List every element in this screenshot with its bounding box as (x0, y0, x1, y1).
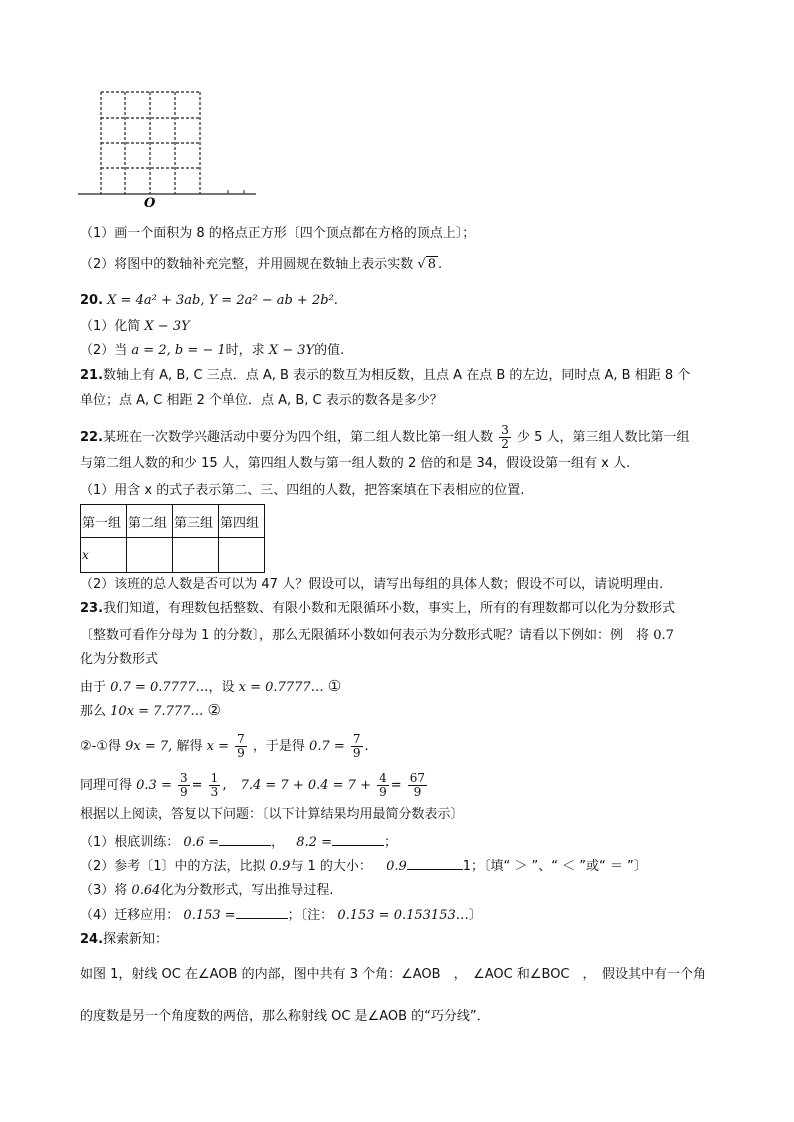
q23-step4: 同理可得 0.3 = $\frac{3}{9}$ = $\frac{1}{3}$ , 7.4 = 7 + 0.4 = 7 + $\frac{4}{9}$ = $\frac{67}{9}$ (80, 771, 426, 799)
q22-line2: 与第二组人数的和少 15 人，第四组人数与第一组人数的 2 倍的和是 34，假设设第一组有 x 人. (80, 456, 631, 471)
q23-part2: （2）参考〔1〕中的方法，比拟 0.9与 1 的大小： 0.9 1；〔填“ ＞ ”、“ ＜ ”或“ ＝ ”〕 (80, 859, 647, 874)
group-count-table (80, 504, 265, 573)
table-header-cell: 第四组 (219, 505, 265, 538)
q21-line1: 21.数轴上有 A, B, C 三点．点 A, B 表示的数互为相反数，且点 A 在点 B 的左边，同时点 A, B 相距 8 个 (80, 368, 691, 383)
table-header-row (81, 505, 265, 538)
q19-part1: （1）画一个面积为 8 的格点正方形〔四个顶点都在方格的顶点上〕； (80, 226, 476, 241)
q20-part2: （2）当 a = 2, b = − 1时，求 X − 3Y的值. (80, 343, 345, 358)
q23-line2: 〔整数可看作分母为 1 的分数〕，那么无限循环小数如何表示为分数形式呢？请看以下例如：例 将 0.7 (80, 628, 674, 643)
q22-part1: （1）用含 x 的式子表示第二、三、四组的人数，把答案填在下表相应的位置. (80, 483, 525, 498)
answer-blank[interactable] (332, 833, 384, 846)
fraction: $\frac{7}{9}$ (237, 732, 245, 760)
fraction: $\frac{4}{9}$ (379, 771, 387, 799)
fraction: $\frac{7}{9}$ (352, 732, 361, 760)
table-header-cell: 第一组 (81, 505, 127, 538)
q22-line1: 22.某班在一次数学兴趣活动中要分为四个组，第二组人数比第一组人数 $\frac{3}{2}$ 少 5 人，第三组人数比第一组 (80, 423, 690, 451)
q23-step3: ②-①得 9x = 7, 解得 x = $\frac{7}{9}$ ，于是得 0.7 = $\frac{7}{9}$ . (80, 732, 369, 760)
table-header-cell: 第三组 (173, 505, 219, 538)
fraction: $\frac{1}{3}$ (210, 771, 219, 799)
q22-part2: （2）该班的总人数是否可以为 47 人？假设可以，请写出每组的具体人数；假设不可以，请说明理由. (80, 577, 664, 592)
q23-part1: （1）根底训练： 0.6 = ， 8.2 = ； (80, 835, 397, 850)
q23-step1: 由于 0.7 = 0.7777…，设 x = 0.7777… ① (80, 677, 342, 695)
fraction: $\frac{3}{9}$ (180, 771, 188, 799)
q21-line2: 单位；点 A, C 相距 2 个单位．点 A, B, C 表示的数各是多少？ (80, 393, 443, 408)
q23-part4: （4）迁移应用： 0.153 = ；〔注： 0.153 = 0.153153…〕 (80, 908, 482, 923)
table-header-cell: 第二组 (127, 505, 173, 538)
q24-title: 24.探索新知： (80, 932, 169, 947)
q23-intro: 根据以上阅读，答复以下问题：〔以下计算结果均用最简分数表示〕 (80, 807, 464, 822)
answer-blank[interactable] (236, 906, 288, 919)
sqrt-symbol: √ 8 (417, 257, 436, 272)
q23-part3: （3）将 0.64化为分数形式，写出推导过程. (80, 883, 334, 898)
q24-line2: 的度数是另一个角度数的两倍，那么称射线 OC 是∠AOB 的“巧分线”． (80, 1009, 490, 1024)
table-cell (219, 538, 265, 573)
q23-step2: 那么 10x = 7.777… ② (80, 701, 221, 719)
answer-blank[interactable] (219, 833, 271, 846)
answer-blank[interactable] (407, 857, 463, 870)
q24-line1: 如图 1，射线 OC 在∠AOB 的内部，图中共有 3 个角：∠AOB ， ∠AOC 和∠BOC ， 假设其中有一个角 (80, 967, 706, 982)
table-cell (173, 538, 219, 573)
q19-part2: （2）将图中的数轴补充完整，并用圆规在数轴上表示实数 √ 8 . (80, 257, 443, 272)
fraction: $\frac{67}{9}$ (409, 771, 426, 799)
dashed-grid (101, 92, 200, 194)
q20-part1: （1）化简 X − 3Y (80, 319, 190, 334)
q23-line1: 23.我们知道，有理数包括整数、有限小数和无限循环小数，事实上，所有的有理数都可以化为分数形式 (80, 601, 676, 616)
table-cell: x (81, 538, 127, 573)
fraction-three-halves: $\frac{3}{2}$ (501, 423, 509, 451)
table-cell (127, 538, 173, 573)
origin-label: O (144, 196, 156, 211)
q20-statement: 20. X = 4a² + 3ab, Y = 2a² − ab + 2b². (80, 293, 338, 308)
q23-line3: 化为分数形式 (80, 652, 159, 667)
table-row (81, 538, 265, 573)
